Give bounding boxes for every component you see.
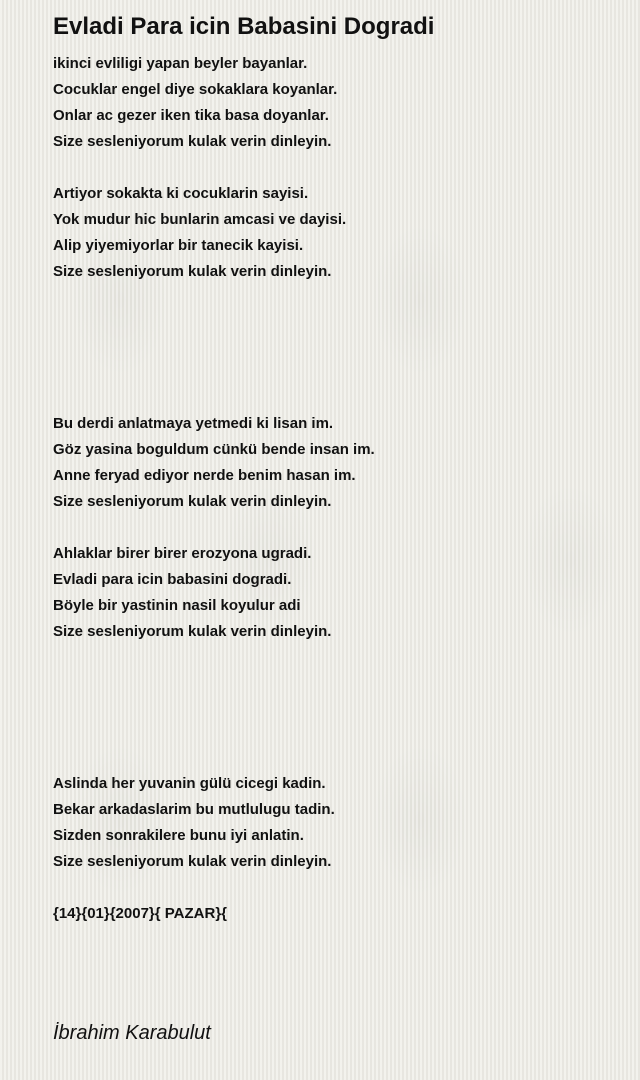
poem-line: Size sesleniyorum kulak verin dinleyin. <box>53 263 332 280</box>
poem-title: Evladi Para icin Babasini Dogradi <box>53 13 435 40</box>
poem-line: Alip yiyemiyorlar bir tanecik kayisi. <box>53 237 304 254</box>
poem-line: Sizden sonrakilere bunu iyi anlatin. <box>53 827 304 844</box>
poem-line: Ahlaklar birer birer erozyona ugradi. <box>53 545 312 562</box>
poem-line: Size sesleniyorum kulak verin dinleyin. <box>53 853 332 870</box>
stanza-1 <box>53 51 337 155</box>
poem-date <box>53 901 227 927</box>
poem-line: Size sesleniyorum kulak verin dinleyin. <box>53 133 332 150</box>
poem-line: Bu derdi anlatmaya yetmedi ki lisan im. <box>53 415 334 432</box>
poem-line: Cocuklar engel diye sokaklara koyanlar. <box>53 81 338 98</box>
poem-line: Aslinda her yuvanin gülü cicegi kadin. <box>53 775 326 792</box>
stanza-4 <box>53 541 331 645</box>
poem-date-line: {14}{01}{2007}{ PAZAR}{ <box>53 905 227 922</box>
poem-line: ikinci evliligi yapan beyler bayanlar. <box>53 55 308 72</box>
poem-line: Size sesleniyorum kulak verin dinleyin. <box>53 493 332 510</box>
poem-author: İbrahim Karabulut <box>53 1022 211 1044</box>
poem-line: Bekar arkadaslarim bu mutlulugu tadin. <box>53 801 335 818</box>
poem-line: Onlar ac gezer iken tika basa doyanlar. <box>53 107 329 124</box>
poem-line: Artiyor sokakta ki cocuklarin sayisi. <box>53 185 309 202</box>
poem-line: Göz yasina boguldum cünkü bende insan im. <box>53 441 375 458</box>
poem-line: Anne feryad ediyor nerde benim hasan im. <box>53 467 356 484</box>
poem-line: Size sesleniyorum kulak verin dinleyin. <box>53 623 332 640</box>
stanza-2 <box>53 181 346 285</box>
stanza-5 <box>53 771 335 875</box>
poem-line: Evladi para icin babasini dogradi. <box>53 571 292 588</box>
poem-line: Böyle bir yastinin nasil koyulur adi <box>53 597 301 614</box>
poem-line: Yok mudur hic bunlarin amcasi ve dayisi. <box>53 211 347 228</box>
stanza-3 <box>53 411 375 515</box>
